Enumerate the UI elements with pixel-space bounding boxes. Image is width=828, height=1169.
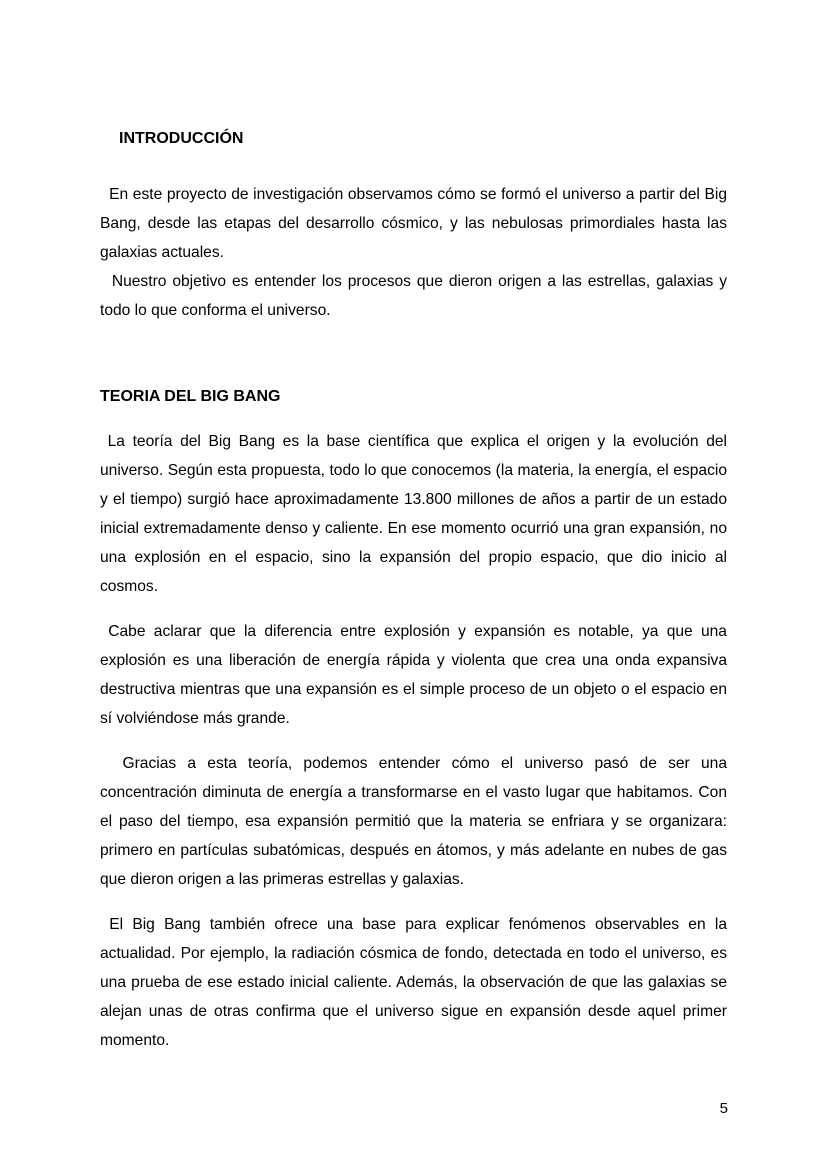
section-heading-teoria-big-bang: TEORIA DEL BIG BANG (100, 388, 281, 405)
page-number: 5 (719, 1100, 728, 1117)
bigbang-paragraph-1: La teoría del Big Bang es la base científica que explica el origen y la evolución del universo. Según esta propuesta, todo lo que conocemos (la materia, la energía, el espacio y el tiempo) surgió hace aproximadamente 13.800 millones de años a partir de un estado inicial extremadamente denso y caliente. En ese momento ocurrió una gran expansión, no una explosión en el espacio, sino la expansión del propio espacio, que dio inicio al cosmos. (100, 433, 732, 595)
intro-paragraph-1: En este proyecto de investigación observamos cómo se formó el universo a partir del Big Bang, desde las etapas del desarrollo cósmico, y las nebulosas primordiales hasta las galaxias actuales. (100, 186, 732, 261)
bigbang-paragraph-3: Gracias a esta teoría, podemos entender cómo el universo pasó de ser una concentración diminuta de energía a transformarse en el vasto lugar que habitamos. Con el paso del tiempo, esa expansión permitió que la materia se enfriara y se organizara: primero en partículas subatómicas, después en átomos, y más adelante en nubes de gas que dieron origen a las primeras estrellas y galaxias. (100, 755, 732, 888)
bigbang-paragraph-2: Cabe aclarar que la diferencia entre explosión y expansión es notable, ya que una explosión es una liberación de energía rápida y violenta que crea una onda expansiva destructiva mientras que una expansión es el simple proceso de un objeto o el espacio en sí volviéndose más grande. (100, 623, 732, 727)
intro-paragraph-2: Nuestro objetivo es entender los procesos que dieron origen a las estrellas, galaxias y todo lo que conforma el universo. (100, 273, 732, 319)
bigbang-paragraph-4: El Big Bang también ofrece una base para explicar fenómenos observables en la actualidad. Por ejemplo, la radiación cósmica de fondo, detectada en todo el universo, es una prueba de ese estado inicial caliente. Además, la observación de que las galaxias se alejan unas de otras confirma que el universo sigue en expansión desde aquel primer momento. (100, 916, 732, 1049)
section-heading-introduccion: INTRODUCCIÓN (119, 130, 244, 147)
